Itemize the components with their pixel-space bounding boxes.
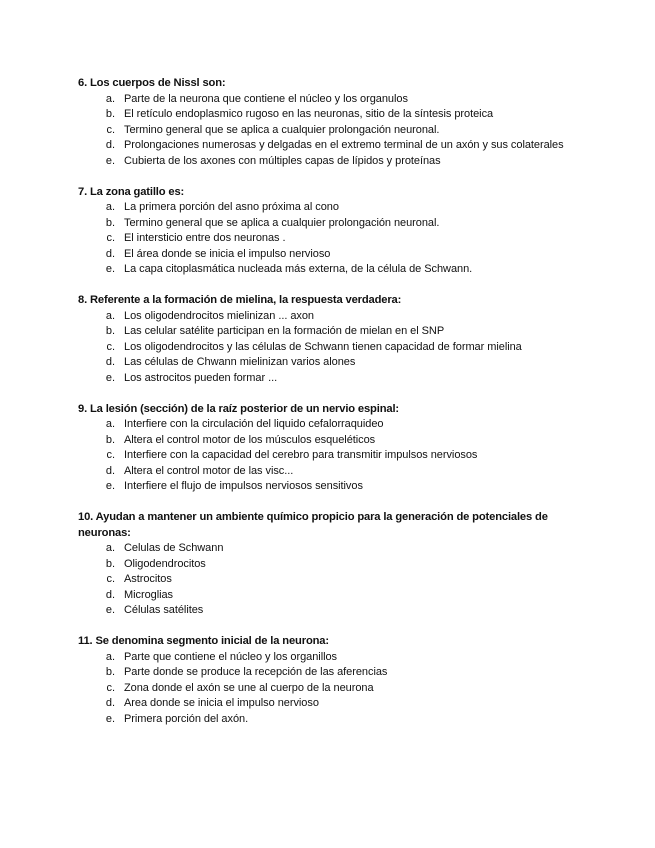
question-7 — [78, 185, 578, 278]
option-text: Zona donde el axón se une al cuerpo de la neurona — [124, 681, 374, 694]
option-letter: a. — [105, 92, 115, 105]
question-6 — [78, 76, 578, 169]
option-text: Parte donde se produce la recepción de las aferencias — [124, 666, 388, 678]
option-letter: c. — [106, 340, 115, 353]
option-e — [78, 712, 578, 728]
option-e — [78, 154, 578, 170]
option-b — [78, 433, 578, 449]
option-b — [78, 665, 578, 681]
option-text: El intersticio entre dos neuronas . — [124, 232, 286, 244]
option-d — [78, 588, 578, 604]
option-letter: a. — [105, 201, 115, 213]
option-letter: a. — [105, 309, 115, 322]
option-letter: b. — [105, 666, 115, 678]
question-title: 7. La zona gatillo es: — [78, 185, 185, 198]
option-c — [78, 448, 578, 464]
option-e — [78, 371, 578, 387]
option-letter: b. — [105, 433, 115, 446]
options-list — [78, 200, 578, 278]
option-letter: d. — [105, 247, 115, 260]
option-letter: d. — [105, 139, 115, 151]
option-letter: b. — [105, 325, 115, 337]
option-text: Celulas de Schwann — [124, 542, 224, 554]
option-a — [78, 650, 578, 666]
question-8 — [78, 293, 578, 386]
option-text: Primera porción del axón. — [124, 712, 249, 725]
option-d — [78, 464, 578, 480]
option-text: Las celular satélite participan en la formación de mielan en el SNP — [124, 325, 445, 337]
option-letter: e. — [105, 480, 115, 492]
option-e — [78, 603, 578, 619]
option-text: Cubierta de los axones con múltiples capas de lípidos y proteínas — [124, 154, 441, 167]
question-11 — [78, 634, 578, 727]
option-letter: b. — [105, 216, 115, 229]
option-letter: c. — [106, 681, 115, 694]
option-a — [78, 200, 578, 216]
option-e — [78, 479, 578, 495]
option-c — [78, 340, 578, 356]
option-letter: a. — [105, 418, 115, 430]
option-c — [78, 123, 578, 139]
option-letter: c. — [106, 449, 115, 461]
option-d — [78, 247, 578, 263]
option-text: Parte que contiene el núcleo y los organillos — [124, 650, 337, 663]
option-letter: d. — [105, 588, 115, 601]
option-letter: d. — [105, 697, 115, 709]
question-title: 11. Se denomina segmento inicial de la neurona: — [78, 635, 329, 647]
question-9 — [78, 402, 578, 495]
option-text: La primera porción del asno próxima al cono — [124, 201, 339, 213]
option-text: Interfiere el flujo de impulsos nerviosos sensitivos — [124, 480, 363, 492]
quiz-document — [78, 76, 578, 743]
option-a — [78, 309, 578, 325]
option-letter: a. — [105, 542, 115, 554]
option-d — [78, 138, 578, 154]
option-letter: e. — [105, 154, 115, 167]
options-list — [78, 650, 578, 728]
option-letter: c. — [106, 123, 115, 136]
option-letter: b. — [105, 108, 115, 120]
option-text: Los astrocitos pueden formar ... — [124, 371, 278, 384]
option-text: Las células de Chwann mielinizan varios alones — [124, 356, 356, 368]
option-b — [78, 557, 578, 573]
option-text: Area donde se inicia el impulso nervioso — [124, 697, 319, 709]
option-d — [78, 355, 578, 371]
option-letter: c. — [106, 573, 115, 585]
option-letter: b. — [105, 557, 115, 570]
option-letter: c. — [106, 232, 115, 244]
question-title: 9. La lesión (sección) de la raíz posterior de un nervio espinal: — [78, 402, 399, 415]
option-text: El retículo endoplasmico rugoso en las neuronas, sitio de la síntesis proteica — [124, 108, 494, 120]
question-title: 8. Referente a la formación de mielina, la respuesta verdadera: — [78, 294, 402, 306]
option-text: Interfiere con la capacidad del cerebro para transmitir impulsos nerviosos — [124, 449, 478, 461]
option-letter: e. — [105, 371, 115, 384]
option-letter: d. — [105, 356, 115, 368]
option-text: Prolongaciones numerosas y delgadas en el extremo terminal de un axón y sus colaterales — [124, 139, 564, 151]
option-letter: e. — [105, 263, 115, 275]
option-text: Parte de la neurona que contiene el núcleo y los organulos — [124, 92, 408, 105]
option-b — [78, 324, 578, 340]
option-a — [78, 541, 578, 557]
option-c — [78, 681, 578, 697]
option-letter: a. — [105, 650, 115, 663]
option-text: Astrocitos — [124, 573, 172, 585]
question-title: 10. Ayudan a mantener un ambiente químico propicio para la generación de potenciales de neuronas: — [78, 511, 548, 539]
options-list — [78, 309, 578, 387]
option-text: Oligodendrocitos — [124, 557, 206, 570]
options-list — [78, 92, 578, 170]
option-e — [78, 262, 578, 278]
option-text: Interfiere con la circulación del liquido cefalorraquideo — [124, 418, 384, 430]
option-letter: e. — [105, 604, 115, 616]
option-text: Altera el control motor de los músculos esqueléticos — [124, 433, 376, 446]
option-text: La capa citoplasmática nucleada más externa, de la célula de Schwann. — [124, 263, 473, 275]
options-list — [78, 541, 578, 619]
option-c — [78, 231, 578, 247]
option-text: Microglias — [124, 588, 174, 601]
option-text: Los oligodendrocitos y las células de Schwann tienen capacidad de formar mielina — [124, 340, 522, 353]
option-letter: d. — [105, 464, 115, 477]
option-text: Termino general que se aplica a cualquier prolongación neuronal. — [124, 123, 440, 136]
question-title: 6. Los cuerpos de Nissl son: — [78, 77, 226, 89]
option-d — [78, 696, 578, 712]
option-a — [78, 92, 578, 108]
question-10 — [78, 510, 578, 619]
option-text: Termino general que se aplica a cualquier prolongación neuronal. — [124, 216, 440, 229]
options-list — [78, 417, 578, 495]
option-b — [78, 107, 578, 123]
option-b — [78, 216, 578, 232]
option-c — [78, 572, 578, 588]
option-text: Células satélites — [124, 604, 204, 616]
option-text: Altera el control motor de las visc... — [124, 464, 294, 477]
option-text: Los oligodendrocitos mielinizan ... axon — [124, 309, 315, 322]
option-text: El área donde se inicia el impulso nervioso — [124, 247, 331, 260]
option-letter: e. — [105, 712, 115, 725]
option-a — [78, 417, 578, 433]
